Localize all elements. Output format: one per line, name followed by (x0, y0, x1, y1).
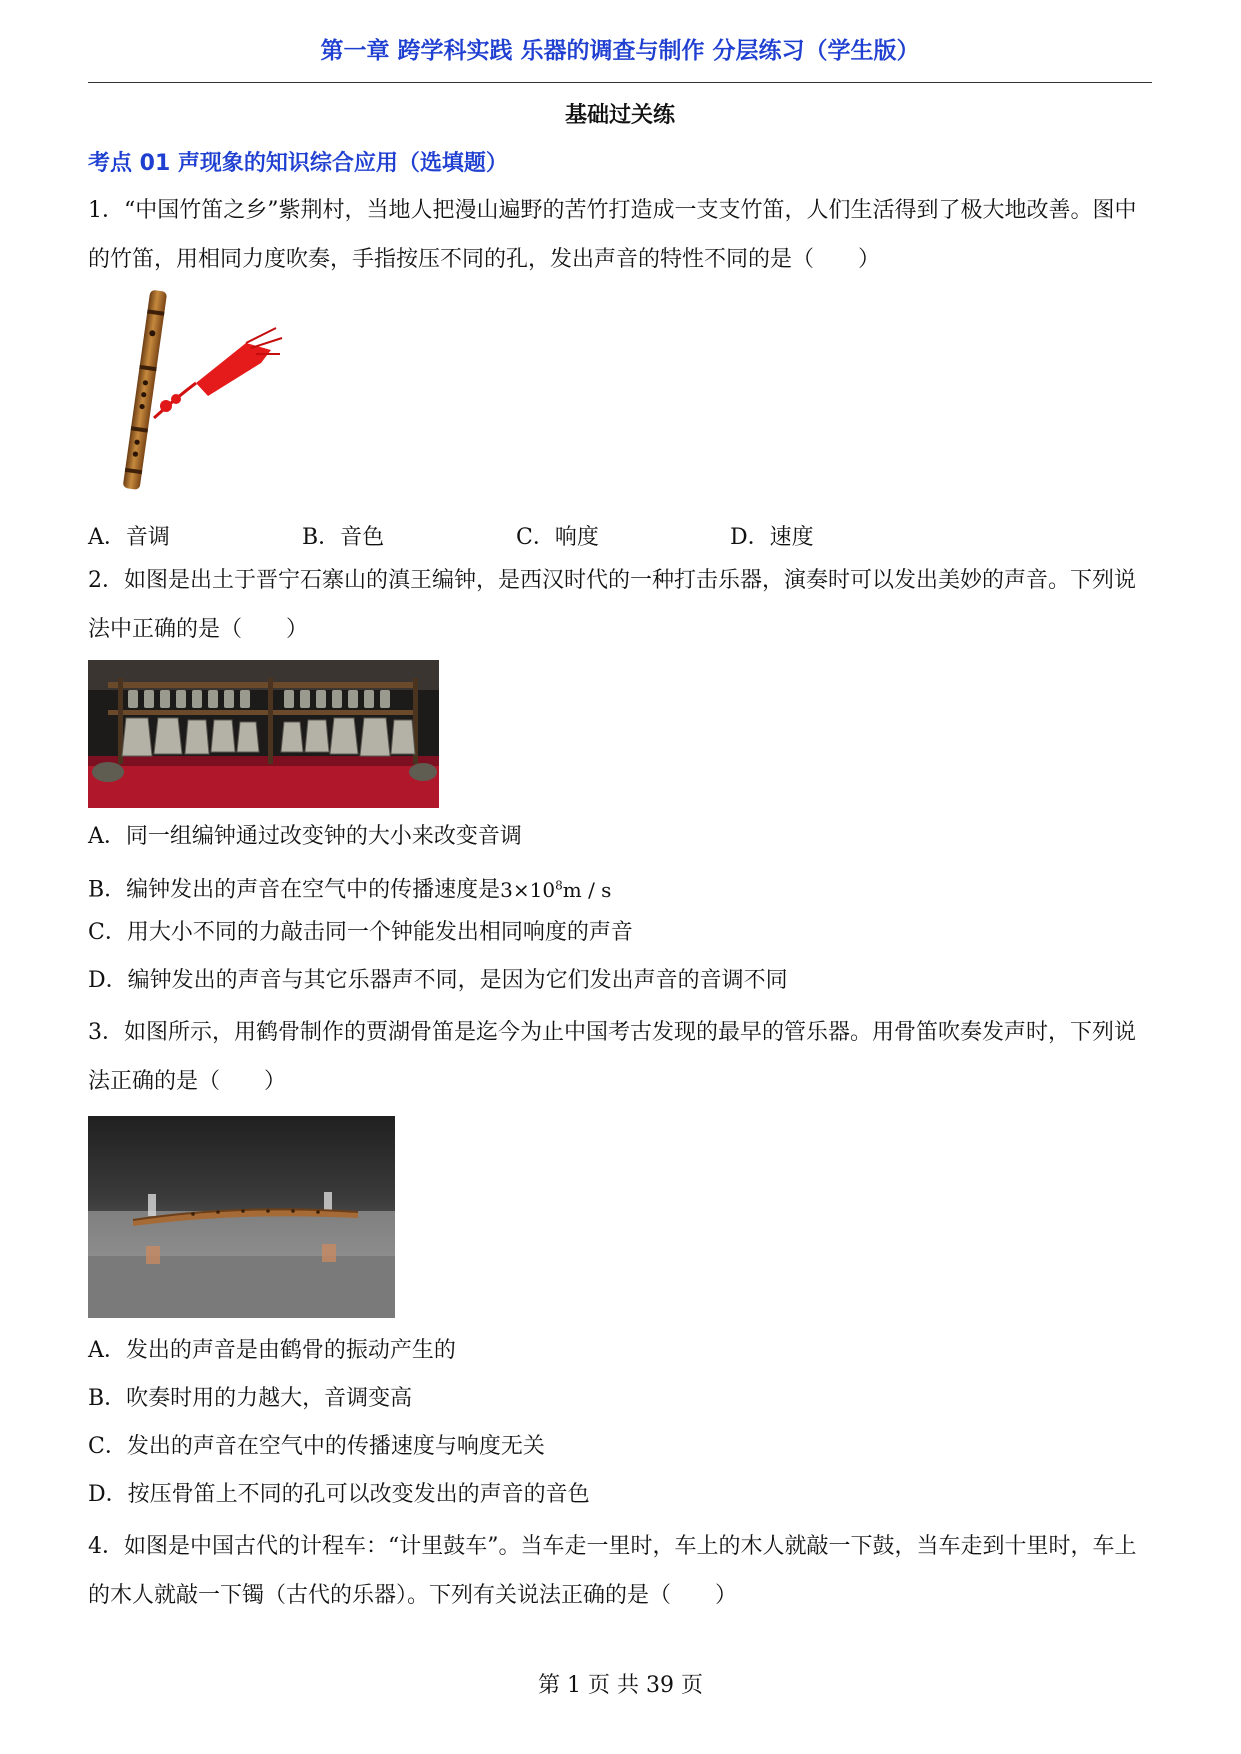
q2-option-b[interactable] (88, 870, 611, 906)
q3-option-b[interactable]: B．吹奏时用的力越大，音调变高 (88, 1386, 413, 1411)
q1-option-c[interactable]: C．响度 (516, 525, 599, 550)
question-1-options (88, 520, 1152, 550)
q3-option-d[interactable]: D．按压骨笛上不同的孔可以改变发出的声音的音色 (88, 1482, 590, 1507)
q3-option-c[interactable]: C．发出的声音在空气中的传播速度与响度无关 (88, 1434, 545, 1459)
page-header-title: 第一章 跨学科实践 乐器的调查与制作 分层练习（学生版） (320, 38, 920, 64)
topic-title: 考点 01 声现象的知识综合应用（选填题） (88, 151, 508, 176)
q1-option-a[interactable]: A．音调 (88, 525, 170, 550)
question-4-text: 4．如图是中国古代的计程车：“计里鼓车”。当车走一里时，车上的木人就敲一下鼓，当车走到十里时，车上的木人就敲一下镯（古代的乐器）。下列有关说法正确的是（ ） (88, 1534, 1137, 1608)
question-1-text: 1．“中国竹笛之乡”紫荆村，当地人把漫山遍野的苦竹打造成一支支竹笛，人们生活得到了极大地改善。图中的竹笛，用相同力度吹奏，手指按压不同的孔，发出声音的特性不同的是（ ） (88, 198, 1137, 272)
q2-option-d[interactable]: D．编钟发出的声音与其它乐器声不同，是因为它们发出声音的音调不同 (88, 968, 788, 993)
page-number-footer: 第 1 页 共 39 页 (538, 1673, 703, 1698)
jiahu-bone-flute-image (88, 1116, 395, 1318)
bamboo-flute-image (96, 288, 286, 500)
q1-option-b[interactable]: B．音色 (302, 525, 385, 550)
header-divider (88, 82, 1152, 83)
q2-option-c[interactable]: C．用大小不同的力敲击同一个钟能发出相同响度的声音 (88, 920, 633, 945)
q2-option-a[interactable]: A．同一组编钟通过改变钟的大小来改变音调 (88, 824, 522, 849)
question-2-text: 2．如图是出土于晋宁石寨山的滇王编钟，是西汉时代的一种打击乐器，演奏时可以发出美妙的声音。下列说法中正确的是（ ） (88, 568, 1137, 642)
bianzhong-bells-image (88, 660, 439, 808)
q3-option-a[interactable]: A．发出的声音是由鹤骨的振动产生的 (88, 1338, 456, 1363)
speed-base: 3×10 (500, 877, 556, 902)
question-3-text: 3．如图所示，用鹤骨制作的贾湖骨笛是迄今为止中国考古发现的最早的管乐器。用骨笛吹奏发声时，下列说法正确的是（ ） (88, 1020, 1137, 1094)
sound-speed-value (500, 878, 611, 902)
section-title: 基础过关练 (564, 103, 675, 128)
q1-option-d[interactable]: D．速度 (730, 525, 814, 550)
speed-exponent: 8 (555, 878, 563, 892)
q2-option-b-text: B．编钟发出的声音在空气中的传播速度是 (88, 877, 501, 903)
speed-unit: m / s (562, 877, 612, 902)
